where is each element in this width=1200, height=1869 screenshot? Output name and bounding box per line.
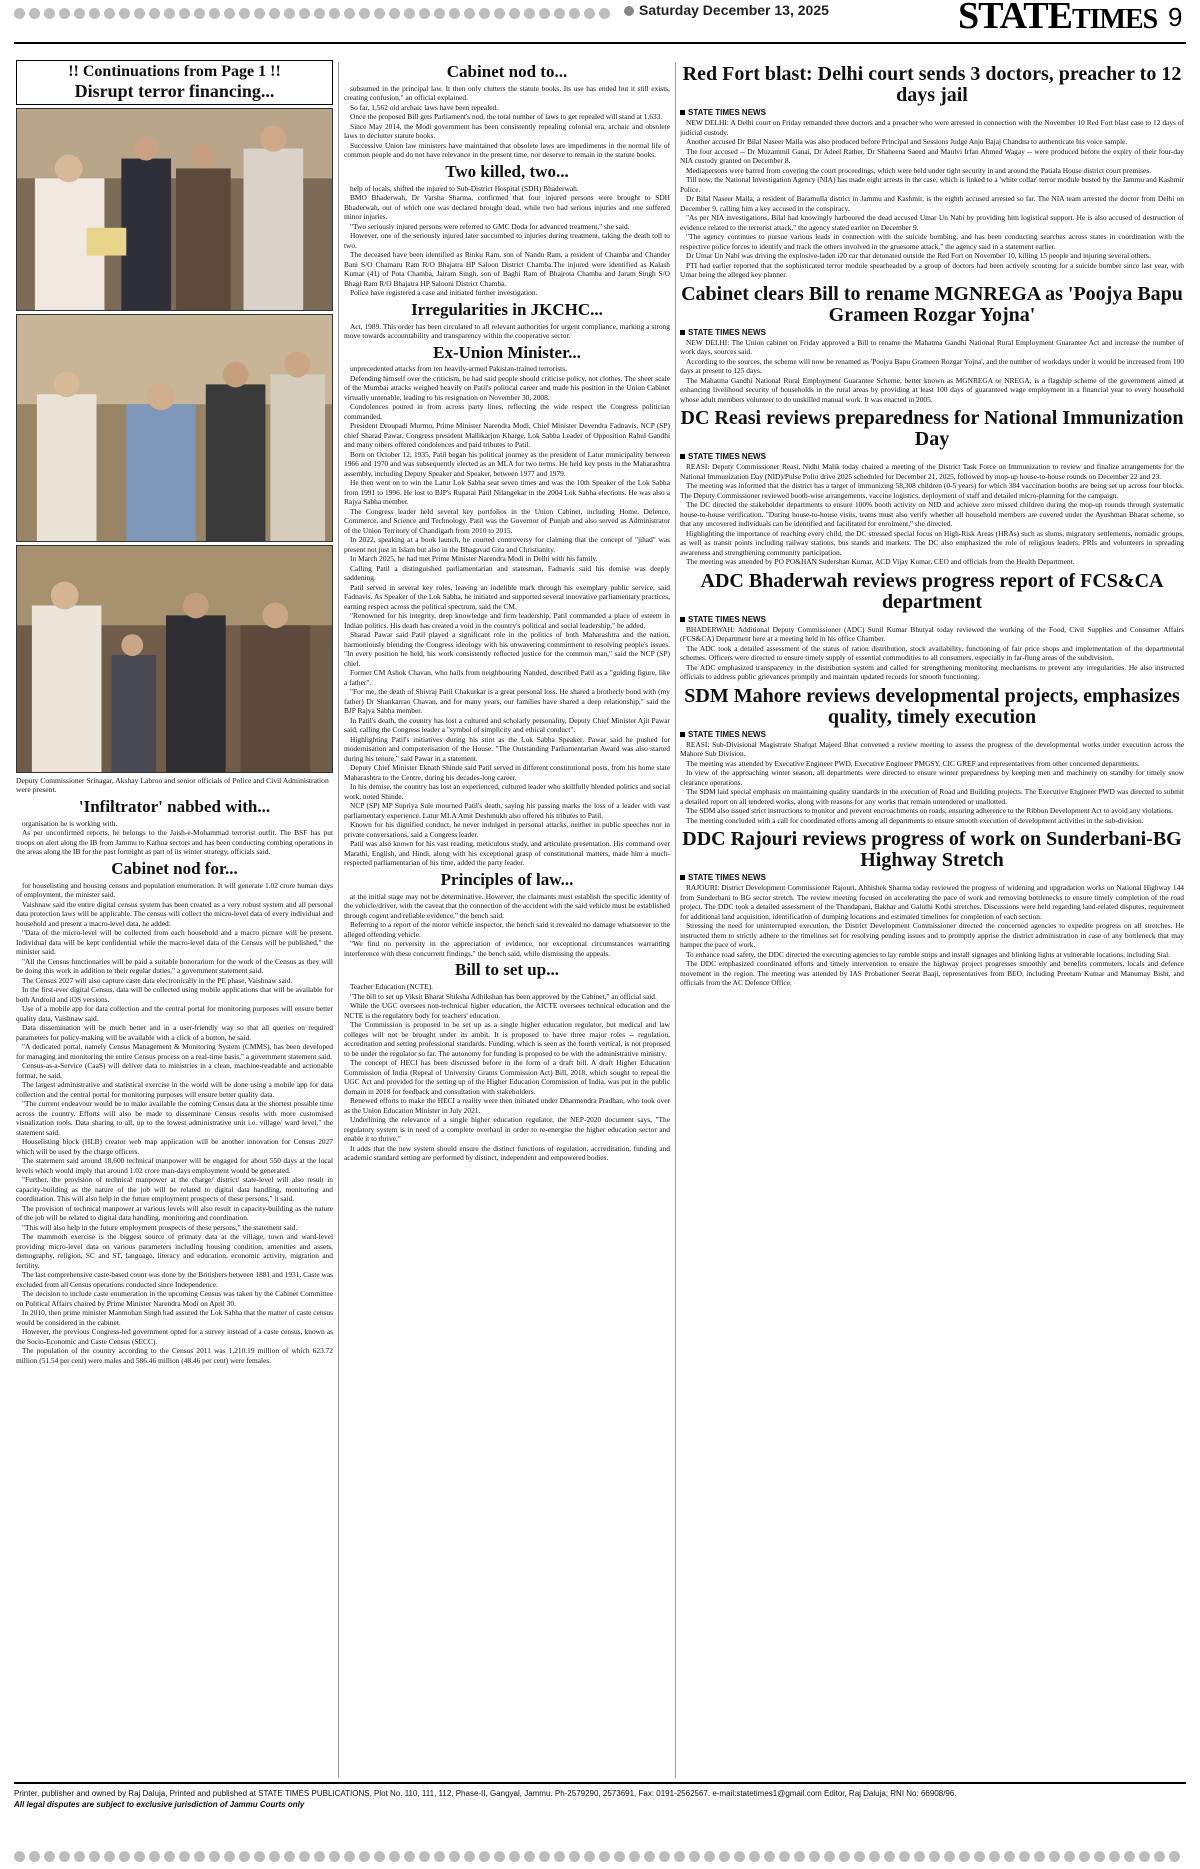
news-photo — [16, 314, 333, 542]
dot-icon — [374, 8, 385, 19]
article-headline: ADC Bhaderwah reviews progress report of FCS&CA department — [700, 569, 1164, 613]
article-paragraph: The ADC emphasized transparency in the distribution system and called for strengthening monitoring mechanisms to prevent any irregularities. He also instructed officials to address public grievances promptly and maintain updated records for smooth functioning. — [680, 662, 1184, 681]
dot-icon — [269, 8, 280, 19]
dot-icon — [119, 8, 130, 19]
dot-icon — [254, 1851, 265, 1862]
dot-icon — [59, 8, 70, 19]
continuations-label: !! Continuations from Page 1 !! — [68, 63, 281, 80]
dot-icon — [1064, 1851, 1075, 1862]
article-paragraph: Mediapersons were barred from covering the court proceedings, which were held under tight security in and around the Patiala House district court premises. — [686, 165, 1152, 175]
article-paragraph: Underlining the relevance of a single higher education regulator, the NEP-2020 document says, "The regulatory system is in need of a complete overhaul in order to re-energise the higher education sector and enable it to thrive." — [344, 1115, 670, 1144]
dot-icon — [839, 1851, 850, 1862]
article-paragraph: So far, 1,562 old archaic laws have been repealed. — [350, 102, 499, 112]
dot-icon — [284, 1851, 295, 1862]
article-paragraph: It adds that the new system should ensure the distinct functions of regulation, accreditation, funding and academic standard setting are performed by distinct, independent and empowered bodies. — [344, 1143, 670, 1163]
article-paragraph: However, the previous Congress-led government opted for a survey instead of a caste census, known as the Socio-Economic and Caste Census (SECC). — [16, 1327, 333, 1346]
dot-icon — [1139, 1851, 1150, 1862]
article-paragraph: "Further, the provision of technical manpower at the charge/ district/ state-level will also result in capacity-building as the nature of the job will be related to digital data handling, monitoring and coordination. This will also help in the future employment prospects of these persons," it said. — [16, 1175, 333, 1204]
decorative-dot-strip — [14, 1851, 1180, 1863]
article-paragraph: The provision of technical manpower at various levels will also result in capacity-building as the nature of the job will be related to digital data handling, monitoring and coordination. — [16, 1203, 333, 1223]
dot-icon — [164, 1851, 175, 1862]
article-paragraph: The statement said around 18,600 technical manpower will be engaged for about 550 days at the local levels which would imply that around 1.02 crore man-days employment would be generated. — [16, 1156, 333, 1175]
article-paragraph: Stressing the need for uninterrupted execution, the District Development Commissioner directed the concerned agencies to expedite progress on all stretches. He instructed them to strictly adhere to the timelines set for resolving pending issues and to promptly apprise the district administration in case of any bottleneck that may hamper the pace of work. — [680, 921, 1184, 949]
article-paragraph: RAJOURI: District Development Commissioner Rajouri, Abhishek Sharma today reviewed the progress of widening and upgradation works on National Highway 144 from Sunderbani to BG sector stretch. The review meeting focused on accelerating the pace of work and removing bottlenecks to ensure timely completion of the road project. The DDC took a detailed assessment of the Thandapani, Bakhar and Galuthi Kothi stretches. Discussions were held regarding land-related disputes, requirement for additional land acquisition, identification of dumping locations and estimated timelines for completion of each section. — [680, 883, 1184, 921]
dot-icon — [164, 8, 175, 19]
article-paragraph: BMO Bhaderwah, Dr Varsha Sharma, confirmed that four injured persons were brought to SDH Bhaderwah, out of which one was declared brought dead, while two had serious injuries and one suffered minor injuries. — [344, 193, 670, 222]
article-paragraph: The Commission is proposed to be set up as a single higher education regulator, but medical and law colleges will not be brought under its ambit. It is proposed to have three major roles -- regulation, accreditation and setting professional standards. Funding, which is seen as the fourth vertical, is not proposed to be under the regulator so far. The autonomy for funding is proposed to be with the administrative ministry. — [344, 1020, 670, 1058]
dot-icon — [269, 1851, 280, 1862]
dot-icon — [119, 1851, 130, 1862]
article-paragraph: organisation he is working with. — [22, 818, 118, 828]
dot-icon — [539, 8, 550, 19]
article-body — [680, 462, 1184, 567]
dot-icon — [104, 8, 115, 19]
article-body — [344, 322, 670, 341]
dot-icon — [509, 8, 520, 19]
bullet-icon — [624, 6, 634, 16]
square-bullet-icon — [680, 617, 685, 622]
article-paragraph: Sharad Pawar said Patil played a significant role in the politics of both Maharashtra and the nation, harmoniously blending the Congress ideology with his unwavering commitment to resolving people's issues. "In every position he held, his work consistently reflected justice for the common man," said the NCP (SP) chief. — [344, 630, 670, 668]
column-divider — [338, 62, 339, 1778]
article-paragraph: The four accused -- Dr Muzammil Ganai, Dr Adeel Rather, Dr Shaheena Saeed and Maulvi Irfan Ahmed Wagay -- were produced before the expiry of their four-day NIA custody granted on December 8. — [680, 146, 1184, 165]
article-paragraph: The SDM laid special emphasis on maintaining quality standards in the execution of Road and Building projects. The Executive Engineer PWD was directed to submit a detailed report on all tendered works, along with reasons for any works that remain untendered or unallotted. — [680, 787, 1184, 806]
article-paragraph: The deceased have been identified as Rinku Ram, son of Nandu Ram, a resident of Chamba and Chander Bani S/O Chamaru Ram R/O Bhajatra HP Saloon District Chamba.The injured were identified as Kalash Kumar (41) of Pota Chamba, Jairam Singh, son of Baghi Ram of Bhajrota Chamba and Jaram Singh S/O Bhagi Ram R/O Bhajatra HP Salooni District Chamba. — [344, 250, 670, 288]
dot-icon — [149, 8, 160, 19]
article-paragraph: In the first-ever digital Census, data will be collected using mobile applications that will be available for both Android and iOS versions. — [16, 985, 333, 1004]
byline: STATE TIMES NEWS — [680, 873, 1184, 882]
article-paragraph: Patil was also known for his vast reading, meticulous study, and articulate presentation. His command over Marathi, English, and Hindi, along with his exceptional grasp of constitutional matters, made him a much-respected parliamentarian of his time, added the party leader. — [344, 839, 670, 868]
article-paragraph: The population of the country according to the Census 2011 was 1,210.19 million of which 623.72 million (51.54 per cent) were males and 586.46 million (48.46 per cent) were females. — [16, 1346, 333, 1365]
masthead-rule — [14, 42, 1186, 44]
dot-icon — [194, 8, 205, 19]
dot-icon — [449, 1851, 460, 1862]
dot-icon — [89, 1851, 100, 1862]
dot-icon — [749, 1851, 760, 1862]
article-paragraph: Born on October 12, 1935, Patil began his political journey as the president of Latur municipality between 1966 and 1970 and was subsequently elected as an MLA for two terms. He held key posts in the Maharashtra assembly, including Deputy Speaker and Speaker, between 1977 and 1979. — [344, 449, 670, 478]
article-body — [16, 881, 333, 1366]
dot-icon — [524, 8, 535, 19]
article-paragraph: The DC directed the stakeholder departments to ensure 100% booth activity on NID and achieve zero missed children during the mop-up rounds through systematic house-to-house verification. "During house-to-house visits, teams must also verify whether all household members are covered under the Ayushman Bharat scheme, so that any uncovered individuals can be identified and facilitated for enrolment," she directed. — [680, 500, 1184, 528]
article-paragraph: In March 2025, he had met Prime Minister Narendra Modi in Delhi with his family. — [350, 554, 598, 564]
article-paragraph: As per unconfirmed reports, he belongs to the Jaish-e-Mohammad terrorist outfit. The BSF has put troops on alert along the IB from Jammu to Kathua sectors and has been conducting combing operations in the areas along the IB for the past fortnight as part of its winter strategy, officials said. — [16, 828, 333, 857]
dot-icon — [599, 1851, 610, 1862]
article-headline: Irregularities in JKCHC... — [411, 299, 603, 319]
article-paragraph: Vaishnaw said the entire digital census system has been created as a very robust system and all personal data protection laws will be applicable. The census will collect the micro-level data of every individual and household and present a macro-level data, he added. — [16, 899, 333, 928]
dot-icon — [719, 1851, 730, 1862]
article-body — [680, 118, 1184, 280]
article-paragraph: Highlighting the importance of reaching every child, the DC stressed special focus on High-Risk Areas (HRAs) such as slums, migratory settlements, nomadic groups, as well as transit points including railway stations, bus stands and markets. The DC also emphasized the role of religious leaders, PRIs and volunteers in spreading awareness and strengthening community participation. — [680, 528, 1184, 557]
news-photo — [16, 108, 333, 311]
dot-icon — [299, 1851, 310, 1862]
article-headline: Bill to set up... — [455, 960, 559, 980]
dot-icon — [554, 8, 565, 19]
dot-icon — [584, 8, 595, 19]
article-paragraph: However, one of the seriously injured later succumbed to injuries during treatment, taking the death toll to two. — [344, 231, 670, 250]
imprint-footer — [14, 1782, 1186, 1810]
article-paragraph: The meeting was attended by PO PO&HAN Sudershan Kumar, ACD Vijay Kumar, CEO and officials from the Health Department. — [686, 557, 1075, 566]
article-body — [344, 84, 670, 160]
article-paragraph: at the initial stage may not be determinative. However, the claimants must establish the specific identity of the vehicle/driver, with the caveat that the connection of the accident with the said vehicle must be established through cogent and reliable evidence," the bench said. — [344, 891, 670, 920]
dot-icon — [929, 1851, 940, 1862]
article-paragraph: According to the sources, the scheme will now be renamed as 'Poojya Bapu Grameen Rozgar Yojna', and the number of workdays under it would be increased from 100 days at present to 125 days. — [680, 356, 1184, 375]
article-paragraph: "For me, the death of Shivraj Patil Chakurkar is a great personal loss. He shared a brotherly bond with (my father) Dr Shankarrao Chavan, and for many years, our families have shared a deep relationship," said the BJP Rajya Sabha member. — [344, 687, 670, 716]
newspaper-logo: STATETIMES — [958, 0, 1158, 37]
dot-icon — [359, 8, 370, 19]
dot-icon — [329, 8, 340, 19]
dot-icon — [434, 8, 445, 19]
article-paragraph: "All the Census functionaries will be paid a suitable honorarium for the work of the Census as they will be doing this work in addition to their regular duties," a government statement said. — [16, 956, 333, 976]
article-paragraph: "A dedicated portal, namely Census Management & Monitoring System (CMMS), has been developed for managing and monitoring the entire Census process on a real-time basis," a government statement said. — [16, 1042, 333, 1061]
dot-icon — [914, 1851, 925, 1862]
column-3 — [680, 60, 1184, 1778]
dot-icon — [419, 8, 430, 19]
article-paragraph: President Droupadi Murmu, Prime Minister Narendra Modi, Chief Minister Devendra Fadnavis, NCP (SP) chief Sharad Pawar, Congress president Mallikarjun Kharge, Lok Sabha Leader of Opposition Rahul Gandhi and many others offered condolences and paid tributes to Patil. — [344, 421, 670, 450]
article-paragraph: The Mahatma Gandhi National Rural Employment Guarantee Scheme, better known as MGNREGA or NREGA, is a flagship scheme of the government aimed at enhancing livelihood security of households in the rural areas by providing at least 100 days of guaranteed wage employment in a financial year to every household whose adult members volunteer to do unskilled manual work. It was enacted in 2005. — [680, 375, 1184, 404]
article-paragraph: "We find no perversity in the appreciation of evidence, nor exceptional circumstances warranting interference with these concurrent findings," the bench said, while dismissing the appeals. — [344, 939, 670, 958]
article-paragraph: Till now, the National Investigation Agency (NIA) has made eight arrests in the case, which is linked to a 'white collar' terror module busted by the Jammu and Kashmir Police. — [680, 175, 1184, 194]
article-headline: Principles of law... — [440, 869, 574, 889]
dot-icon — [599, 8, 610, 19]
article-paragraph: The meeting concluded with a call for coordinated efforts among all departments to ensure smooth execution of development activities in the sub-division. — [686, 815, 1144, 825]
dot-icon — [974, 1851, 985, 1862]
article-paragraph: While the UGC oversees non-technical higher education, the AICTE oversees technical education and the NCTE is the regulatory body for teachers' education. — [344, 1001, 670, 1020]
article-body — [680, 883, 1184, 988]
article-paragraph: Known for his dignified conduct, he never indulged in personal attacks, neither in public speeches nor in private conversations, said a Congress leader. — [344, 820, 670, 839]
legal-disclaimer: All legal disputes are subject to exclusive jurisdiction of Jammu Courts only — [14, 1800, 305, 1809]
dot-icon — [554, 1851, 565, 1862]
dot-icon — [689, 1851, 700, 1862]
dot-icon — [194, 1851, 205, 1862]
article-headline: DDC Rajouri reviews progress of work on Sunderbani-BG Highway Stretch — [682, 828, 1182, 871]
article-headline: Cabinet clears Bill to rename MGNREGA as 'Poojya Bapu Grameen Rozgar Yojna' — [681, 282, 1183, 326]
article-headline: 'Infiltrator' nabbed with... — [78, 796, 271, 816]
dot-icon — [359, 1851, 370, 1862]
dot-icon — [1079, 1851, 1090, 1862]
dot-icon — [959, 1851, 970, 1862]
dot-icon — [779, 1851, 790, 1862]
article-paragraph: Dr Bilal Naseer Malla, a resident of Baramulla district in Jammu and Kashmir, is the eighth accused arrested so far. The NIA team arrested the doctor from Delhi on December 9, calling him a key accused in the conspiracy. — [680, 194, 1184, 213]
dot-icon — [149, 1851, 160, 1862]
article-paragraph: In view of the approaching winter season, all departments were directed to ensure winter preparedness by keeping men and machinery on standby for timely snow clearance operations. — [680, 768, 1184, 787]
dot-icon — [944, 1851, 955, 1862]
square-bullet-icon — [680, 732, 685, 737]
article-paragraph: for houselisting and housing census and population enumeration. It will generate 1.02 crore human days of employment, the minister said. — [16, 880, 333, 900]
photo-caption: Deputy Commissioner Srinagar, Akshay Labroo and senior officials of Police and Civil Administration were present. — [16, 775, 329, 795]
article-paragraph: REASI: Deputy Commissioner Reasi, Nidhi Malik today chaired a meeting of the District Task Force on Immunization to review and finalize arrangements for the National Immunization Day (NID)/Pulse Polio drive 2025 scheduled for December 21, 2025, followed by mop-up house-to-house rounds on December 22 and 23. — [680, 462, 1184, 481]
article-paragraph: The Census 2027 will also capture caste data electronically in the PE phase, Vaishnaw said. — [22, 975, 293, 985]
article-paragraph: Referring to a report of the motor vehicle inspector, the bench said it revealed no damage whatsoever to the alleged offending vehicle. — [344, 920, 670, 939]
square-bullet-icon — [680, 110, 685, 115]
dot-icon — [1124, 1851, 1135, 1862]
dot-icon — [179, 1851, 190, 1862]
dot-icon — [449, 8, 460, 19]
article-paragraph: The meeting was attended by Executive Engineer PWD, Executive Engineer PMGSY, CIC GREF and representatives from other concerned departments. — [686, 758, 1140, 768]
dot-icon — [239, 8, 250, 19]
article-paragraph: To enhance road safety, the DDC directed the executing agencies to lay rumble strips and install signages and blinking lights at vulnerable locations, including Sial. — [686, 949, 1170, 959]
article-paragraph: The concept of HECI has been discussed before in the form of a draft bill. A draft Higher Education Commission of India (Repeal of University Grants Commission Act) Bill, 2018, which sought to repeal the UGC Act and provided for the setting up of the Higher Education Commission of India, was put in the public domain in 2018 for feedback and consultation with stakeholders. — [344, 1058, 670, 1096]
article-paragraph: help of locals, shifted the injured to Sub-District Hospital (SDH) Bhaderwah. — [350, 183, 579, 193]
dot-icon — [464, 8, 475, 19]
article-paragraph: "Two seriously injured persons were referred to GMC Doda for advanced treatment," she said. — [350, 221, 630, 231]
article-paragraph: Successive Union law ministers have maintained that obsolete laws are impediments in the normal life of common people and do not have relevance in the present time, nor deserve to remain in the statute books. — [344, 140, 670, 160]
article-paragraph: Teacher Education (NCTE). — [350, 982, 433, 992]
article-paragraph: Another accused Dr Bilal Naseer Malla was also produced before Principal and Sessions Judge Anju Bajaj Chandna to authenticate his voice sample. — [686, 137, 1128, 146]
article-body — [344, 982, 670, 1163]
dot-icon — [254, 8, 265, 19]
dot-icon — [389, 8, 400, 19]
dot-icon — [824, 1851, 835, 1862]
dot-icon — [479, 1851, 490, 1862]
dot-icon — [809, 1851, 820, 1862]
dot-icon — [209, 8, 220, 19]
dot-icon — [659, 1851, 670, 1862]
byline: STATE TIMES NEWS — [680, 730, 1184, 739]
dot-icon — [74, 8, 85, 19]
article-paragraph: In Patil's death, the country has lost a cultured and scholarly personality, Deputy Chief Minister Ajit Pawar said, calling the Congress leader a "symbol of simplicity and ethical conduct". — [344, 715, 670, 735]
dot-icon — [344, 1851, 355, 1862]
dot-icon — [869, 1851, 880, 1862]
dot-icon — [899, 1851, 910, 1862]
article-headline: Cabinet nod for... — [111, 858, 238, 878]
dot-icon — [29, 8, 40, 19]
article-paragraph: Data dissemination will be much better and in a user-friendly way so that all queries on required parameters for policy-making will be available with a click of a button, he said. — [16, 1023, 333, 1042]
dot-icon — [884, 1851, 895, 1862]
article-paragraph: Renewed efforts to make the HECI a reality were then initiated under Dharmendra Pradhan, who took over as the Union Education Minister in July 2021. — [344, 1096, 670, 1115]
article-paragraph: The largest administrative and statistical exercise in the world will be done using a mobile app for data collection and the central portal for monitoring purposes will ensure better quality data. — [16, 1080, 333, 1099]
article-paragraph: The Congress leader held several key portfolios in the Union Cabinet, including Home, Defence, Commerce, and Science and Technology. Patil was the Governor of Punjab and also served as Administrator of the Union Territory of Chandigarh from 2010 to 2015. — [344, 506, 670, 535]
dot-icon — [674, 1851, 685, 1862]
article-paragraph: "This will also help in the future employment prospects of these persons," the statement said. — [22, 1222, 298, 1232]
article-paragraph: Patil served in several key roles, leaving an indelible mark through his exemplary public service, said Fadnavis. As Speaker of the Lok Sabha, he initiated and supported several innovative parliamentary practices, earning respect across the political spectrum, said the CM. — [344, 582, 670, 611]
dot-icon — [569, 8, 580, 19]
article-paragraph: REASI: Sub-Divisional Magistrate Shafqat Majeed Bhat convened a review meeting to assess the progress of the developmental works under execution across the Mahore Sub Division. — [680, 739, 1184, 758]
article-body — [344, 892, 670, 959]
article-paragraph: The ADC took a detailed assessment of the status of ration distribution, stock availability, functioning of fair price shops and implementation of the departmental schemes. Officers were directed to ensure timely supply of essential commodities to all consumers, especially in far-flung areas of the subdivision. — [680, 643, 1184, 662]
article-paragraph: Dr Umar Un Nabi was driving the explosive-laden i20 car that detonated outside the Red Fort on November 10, killing 15 people and injuring several others. — [686, 251, 1151, 260]
dot-icon — [389, 1851, 400, 1862]
article-paragraph: Use of a mobile app for data collection and the central portal for monitoring purposes will ensure better quality data, Vaishnaw said. — [16, 1004, 333, 1023]
article-paragraph: Condolences poured in from across party lines, reflecting the wide respect the Congress politician commanded. — [344, 402, 670, 421]
article-headline: Ex-Union Minister... — [433, 342, 581, 362]
dot-icon — [14, 8, 25, 19]
dot-icon — [29, 1851, 40, 1862]
article-paragraph: BHADERWAH: Additional Deputy Commissioner (ADC) Sunil Kumar Bhutyal today reviewed the working of the Food, Civil Supplies and Consumer Affairs (FCS&CA) Department here at a meeting held in his office Chamber. — [680, 624, 1184, 643]
dot-icon — [629, 1851, 640, 1862]
article-headline: Red Fort blast: Delhi court sends 3 doctors, preacher to 12 days jail — [682, 63, 1182, 106]
masthead — [0, 0, 1200, 58]
dot-icon — [1154, 1851, 1165, 1862]
article-headline: Cabinet nod to... — [446, 62, 568, 81]
article-paragraph: Former CM Ashok Chavan, who hails from neighbouring Nanded, described Patil as a "guiding figure, like a father". — [344, 668, 670, 687]
continuation-box — [16, 60, 333, 105]
byline: STATE TIMES NEWS — [680, 615, 1184, 624]
issue-date: Saturday December 13, 2025 — [624, 2, 829, 18]
dot-icon — [104, 1851, 115, 1862]
dot-icon — [329, 1851, 340, 1862]
column-2 — [344, 60, 670, 1778]
article-headline: DC Reasi reviews preparedness for National Immunization Day — [680, 407, 1184, 450]
article-paragraph: The mammoth exercise is the biggest source of primary data at the village, town and ward-level providing micro-level data on various parameters including housing condition, amenities and assets, demography, religion, SC and ST, language, literacy and education, economic activity, migration and fertility. — [16, 1232, 333, 1270]
dot-icon — [494, 8, 505, 19]
column-1 — [16, 60, 333, 1778]
dot-icon — [404, 8, 415, 19]
article-body — [16, 819, 333, 857]
dot-icon — [224, 1851, 235, 1862]
article-body — [680, 740, 1184, 826]
article-paragraph: "The agency continues to pursue various leads in connection with the suicide bombing, and has been conducting searches across states in coordination with the respective police forces to identify and track the others involved in the gruesome attack," the agency said in a statement earlier. — [680, 232, 1184, 251]
dot-icon — [284, 8, 295, 19]
dot-icon — [404, 1851, 415, 1862]
article-paragraph: subsumed in the principal law. It then only clutters the statute books. Its use has ended but it still exists, creating confusion," an official explained. — [344, 83, 670, 103]
article-paragraph: Defending himself over the criticism, he had said people should criticise policy, not clothes. The sheer scale of the Mumbai attacks weighed heavily on Patil's political career and made his position in the Union Cabinet virtually untenable, leading to his resignation on November 30, 2008. — [344, 373, 670, 402]
article-paragraph: The last comprehensive caste-based count was done by the Britishers between 1881 and 1931. Caste was excluded from all Census operations conducted since Independence. — [16, 1270, 333, 1289]
dot-icon — [314, 1851, 325, 1862]
article-paragraph: Deputy Chief Minister Eknath Shinde said Patil served in different constitutional posts, from his home state Maharashtra to the Centre, during his decades-long career. — [344, 763, 670, 782]
article-headline: Two killed, two... — [445, 161, 569, 181]
dot-icon — [1049, 1851, 1060, 1862]
article-paragraph: "Renowned for his integrity, deep knowledge and firm leadership, Patil commanded a place of esteem in Indian politics. His death has created a void in the country's political and social leadership," he added. — [344, 611, 670, 630]
dot-icon — [14, 1851, 25, 1862]
article-paragraph: The DDC emphasized coordinated efforts and timely intervention to ensure the highway project progresses smoothly and benefits commuters, locals and defence movement in the region. The meeting was attended by IAS Probationer Seerat Baaji, representatives from BEO, including Preetam Kumar and Manumay Bisht, and officials from the AC Defence Office. — [680, 959, 1184, 987]
article-paragraph: NCP (SP) MP Supriya Sule mourned Patil's death, saying his passing marks the loss of a leader with vast parliamentary experience. Latur MLA Amit Deshmukh also offered his tributes to Patil. — [344, 801, 670, 820]
dot-icon — [44, 1851, 55, 1862]
dot-icon — [434, 1851, 445, 1862]
dot-icon — [59, 1851, 70, 1862]
dot-icon — [524, 1851, 535, 1862]
square-bullet-icon — [680, 454, 685, 459]
dot-icon — [239, 1851, 250, 1862]
article-paragraph: NEW DELHI: The Union cabinet on Friday approved a Bill to rename the Mahatma Gandhi National Rural Employment Guarantee Act and increase the number of work days, sources said. — [680, 337, 1184, 356]
article-paragraph: Since May 2014, the Modi government has been consistently repealing colonial era, archaic and obsolete laws to declutter statute books. — [344, 121, 670, 141]
article-body — [344, 184, 670, 298]
article-paragraph: The SDM also issued strict instructions to monitor and prevent encroachments on roads, ensuring adherence to the Ribbon Development Act to avoid any violations. — [686, 806, 1174, 815]
dot-icon — [74, 1851, 85, 1862]
dot-icon — [344, 8, 355, 19]
dot-icon — [1004, 1851, 1015, 1862]
dot-icon — [89, 8, 100, 19]
article-paragraph: unprecedented attacks from ten heavily-armed Pakistan-trained terrorists. — [350, 364, 567, 374]
dot-icon — [209, 1851, 220, 1862]
dot-icon — [494, 1851, 505, 1862]
dot-icon — [44, 8, 55, 19]
article-paragraph: The decision to include caste enumeration in the upcoming Census was taken by the Cabinet Committee on Political Affairs chaired by Prime Minister Narendra Modi on April 30. — [16, 1289, 333, 1308]
article-paragraph: In his demise, the country has lost an experienced, cultured leader who skillfully blended politics and social work, noted Shinde. — [344, 782, 670, 801]
news-photo — [16, 545, 333, 773]
article-paragraph: Highlighting Patil's initiatives during his stint as the Lok Sabha Speaker, Pawar said he pushed for modernisation and computerisation of the House. "The Outstanding Parliamentarian Award was also started during his tenure," said Pawar in a statement. — [344, 734, 670, 763]
dot-icon — [614, 1851, 625, 1862]
article-paragraph: "The current endeavour would be to make available the coming Census data at the shortest possible time across the country. Efforts will also be made to disseminate Census results with more customised visualization tools. Data sharing to all, up to the lowest administrative unit i.e. village/ ward level," the statement said. — [16, 1099, 333, 1137]
article-paragraph: Houselisting block (HLB) creator web map application will be another innovation for Census 2027 which will be used by the charge officers. — [16, 1137, 333, 1156]
article-paragraph: Act, 1989. This order has been circulated to all relevant authorities for urgent compliance, marking a strong move towards accountability and transparency within the cooperative sector. — [344, 321, 670, 341]
article-paragraph: Once the proposed Bill gets Parliament's nod, the total number of laws to get repealed will stand at 1,633. — [350, 112, 663, 122]
dot-icon — [734, 1851, 745, 1862]
dot-icon — [584, 1851, 595, 1862]
dot-icon — [479, 8, 490, 19]
article-paragraph: NEW DELHI: A Delhi court on Friday remanded three doctors and a preacher who were arrested in connection with the November 10 Red Fort blast case to 12 days of judicial custody. — [680, 118, 1184, 137]
dot-icon — [989, 1851, 1000, 1862]
article-paragraph: Police have registered a case and initiated further investigation. — [350, 288, 538, 298]
article-body — [680, 625, 1184, 682]
article-paragraph: "As per NIA investigations, Bilal had knowingly harboured the dead accused Umar Un Nabi by providing him logistical support. He is also accused of destruction of evidence related to the terrorist attack," the agency stated earlier on December 9. — [680, 213, 1184, 232]
dot-icon — [569, 1851, 580, 1862]
article-paragraph: "Data of the micro-level will be collected from each household and a macro picture will be present. Individual data will be kept confidential while the macro-level data of the Census will be published," the minister said. — [16, 928, 333, 957]
dot-icon — [1019, 1851, 1030, 1862]
dot-icon — [1169, 1851, 1180, 1862]
dot-icon — [1094, 1851, 1105, 1862]
article-headline: SDM Mahore reviews developmental projects, emphasizes quality, timely execution — [684, 684, 1180, 728]
dot-icon — [1109, 1851, 1120, 1862]
article-paragraph: In 2022, speaking at a book launch, he courted controversy for claiming that the concept of "jihad" was present not just in Islam but also in the Bhagavad Gita and Christianity. — [344, 535, 670, 554]
article-paragraph: Calling Patil a distinguished parliamentarian and statesman, Fadnavis said his demise was deeply saddening. — [344, 563, 670, 583]
dot-icon — [314, 8, 325, 19]
dot-icon — [374, 1851, 385, 1862]
dot-icon — [764, 1851, 775, 1862]
dot-icon — [644, 1851, 655, 1862]
decorative-dot-strip — [14, 8, 610, 20]
article-paragraph: He then went on to win the Latur Lok Sabha seat seven times and was the 10th Speaker of the Lok Sabha from 1991 to 1996. He lost to BJP's Rupatai Patil Nilangekar in the 2004 Lok Sabha elections. He was also a Rajya Sabha member. — [344, 478, 670, 507]
dot-icon — [224, 8, 235, 19]
article-paragraph: In 2010, then prime minister Manmohan Singh had assured the Lok Sabha that the matter of caste census would be considered in the cabinet. — [16, 1308, 333, 1327]
article-headline: Disrupt terror financing... — [74, 81, 275, 101]
dot-icon — [539, 1851, 550, 1862]
byline: STATE TIMES NEWS — [680, 108, 1184, 117]
dot-icon — [464, 1851, 475, 1862]
article-body — [680, 338, 1184, 405]
dot-icon — [794, 1851, 805, 1862]
article-paragraph: "The bill to set up Viksit Bharat Shiksha Adhikshan has been approved by the Cabinet," an official said. — [350, 991, 657, 1001]
square-bullet-icon — [680, 875, 685, 880]
page-number: 9 — [1168, 2, 1183, 32]
article-body — [344, 364, 670, 868]
dot-icon — [299, 8, 310, 19]
dot-icon — [1034, 1851, 1045, 1862]
article-paragraph: The meeting was informed that the district has a target of immunizing 58,308 children (0-5 years) for which 384 vaccination booths are being set up across four blocks. The Deputy Commissioner reviewed booth-wise arrangements, vaccine logistics, deployment of staff and detailed micro-planning for the campaign. — [680, 481, 1184, 500]
dot-icon — [179, 8, 190, 19]
column-divider — [675, 62, 676, 1778]
article-paragraph: PTI had earlier reported that the sophisticated terror module spearheaded by a group of doctors had been actively scouting for a suicide bomber since last year, with Umar being the alleged key planner. — [680, 260, 1184, 279]
article-paragraph: Census-as-a-Service (CaaS) will deliver data to ministries in a clean, machine-readable and actionable format, he said. — [16, 1061, 333, 1080]
byline: STATE TIMES NEWS — [680, 328, 1184, 337]
dot-icon — [704, 1851, 715, 1862]
square-bullet-icon — [680, 330, 685, 335]
dot-icon — [419, 1851, 430, 1862]
imprint-line: Printer, publisher and owned by Raj Daluja, Printed and published at STATE TIMES PUBLICATIONS, Plot No. 110, 111, 112, Phase-II, Gangyal, Jammu. Ph-2579290, 2573691, Fax: 0191-2562567. e-mail:statetimes1@gmail.com Editor, Raj Daluja; RNI No: 66908/96. — [14, 1789, 957, 1798]
dot-icon — [854, 1851, 865, 1862]
dot-icon — [509, 1851, 520, 1862]
dot-icon — [134, 8, 145, 19]
byline: STATE TIMES NEWS — [680, 452, 1184, 461]
dot-icon — [134, 1851, 145, 1862]
